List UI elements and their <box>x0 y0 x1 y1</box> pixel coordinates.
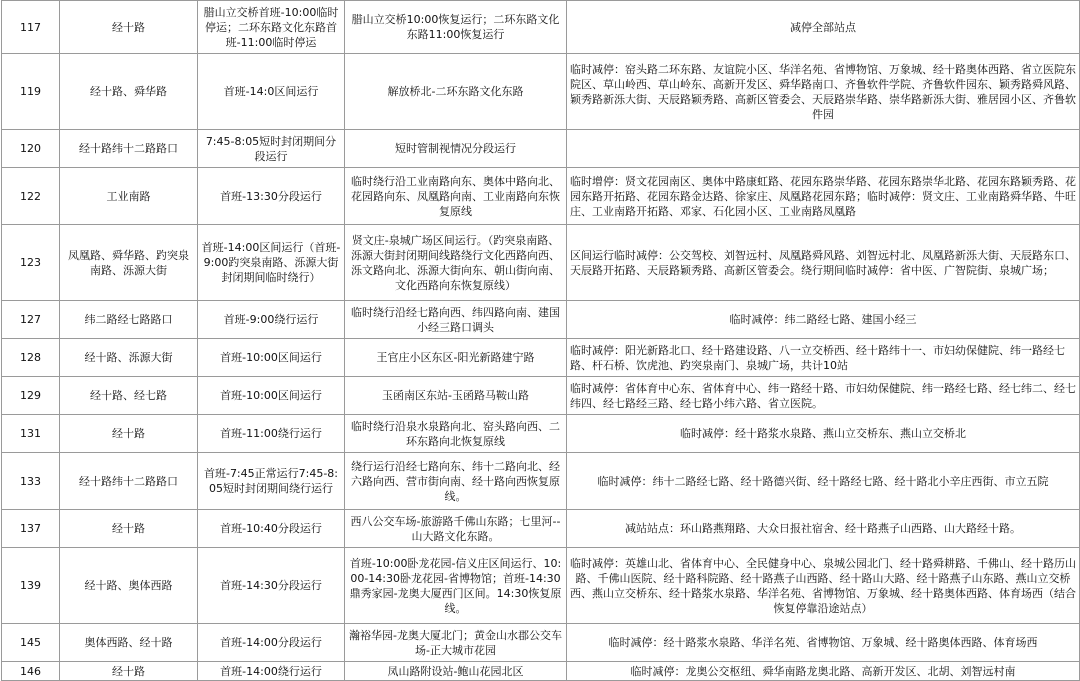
route-arrangement-cell: 瀚裕华园-龙奥大厦北门；黄金山水郡公交车场-正大城市花园 <box>345 624 567 662</box>
stop-changes-cell: 临时减停：经十路浆水泉路、华洋名苑、省博物馆、万象城、经十路奥体西路、体育场西 <box>567 624 1080 662</box>
route-number-cell: 122 <box>2 168 60 225</box>
table-row <box>2 339 1080 377</box>
table-row <box>2 453 1080 510</box>
stop-changes-cell: 减停全部站点 <box>567 1 1080 54</box>
route-arrangement-cell: 临时绕行沿经七路向西、纬四路向南、建国小经三路口调头 <box>345 301 567 339</box>
table-row <box>2 1 1080 54</box>
route-number-cell: 146 <box>2 662 60 681</box>
operation-time-cell: 首班-13:30分段运行 <box>198 168 345 225</box>
road-section-cell: 经十路、奥体西路 <box>60 548 198 624</box>
route-number-cell: 119 <box>2 54 60 130</box>
route-number-cell: 117 <box>2 1 60 54</box>
route-number-cell: 128 <box>2 339 60 377</box>
operation-time-cell: 首班-14:0区间运行 <box>198 54 345 130</box>
operation-time-cell: 首班-14:00区间运行（首班-9:00趵突泉南路、泺源大街封闭期间临时绕行） <box>198 225 345 301</box>
operation-time-cell: 7:45-8:05短时封闭期间分段运行 <box>198 130 345 168</box>
route-number-cell: 133 <box>2 453 60 510</box>
road-section-cell: 经十路 <box>60 1 198 54</box>
route-arrangement-cell: 短时管制视情况分段运行 <box>345 130 567 168</box>
route-arrangement-cell: 临时绕行沿工业南路向东、奥体中路向北、花园路向东、凤凰路向南、工业南路向东恢复原线 <box>345 168 567 225</box>
route-arrangement-cell: 玉函南区东站-玉函路马鞍山路 <box>345 377 567 415</box>
road-section-cell: 经十路纬十二路路口 <box>60 130 198 168</box>
route-arrangement-cell: 王官庄小区东区-阳光新路建宁路 <box>345 339 567 377</box>
road-section-cell: 经十路 <box>60 510 198 548</box>
road-section-cell: 工业南路 <box>60 168 198 225</box>
stop-changes-cell: 区间运行临时减停：公交驾校、刘智远村、凤凰路舜风路、刘智远村北、凤凰路新泺大街、天辰路东口、天辰路开拓路、天辰路颖秀路、高新区管委会。绕行期间临时减停：省中医、广智院街、泉城广场； <box>567 225 1080 301</box>
operation-time-cell: 首班-14:30分段运行 <box>198 548 345 624</box>
road-section-cell: 经十路、经七路 <box>60 377 198 415</box>
road-section-cell: 经十路、舜华路 <box>60 54 198 130</box>
table-row <box>2 415 1080 453</box>
route-arrangement-cell: 临时绕行沿泉水泉路向北、窑头路向西、二环东路向北恢复原线 <box>345 415 567 453</box>
stop-changes-cell: 临时减停：英雄山北、省体育中心、全民健身中心、泉城公园北门、经十路舜耕路、千佛山、经十路历山路、千佛山医院、经十路科院路、经十路燕子山西路、经十路山大路、经十路燕子山东路、燕山立交桥西、燕山立交桥东、经十路浆水泉路、华洋名苑、省博物馆、万象城、经十路奥体西路、体育场西（结合恢复停靠沿途站点） <box>567 548 1080 624</box>
operation-time-cell: 首班-14:00分段运行 <box>198 624 345 662</box>
route-number-cell: 129 <box>2 377 60 415</box>
operation-time-cell: 首班-10:00区间运行 <box>198 339 345 377</box>
operation-time-cell: 首班-14:00绕行运行 <box>198 662 345 681</box>
stop-changes-cell: 临时减停：纬十二路经七路、经十路德兴街、经十路经七路、经十路北小辛庄西街、市立五院 <box>567 453 1080 510</box>
route-number-cell: 137 <box>2 510 60 548</box>
route-number-cell: 120 <box>2 130 60 168</box>
road-section-cell: 纬二路经七路路口 <box>60 301 198 339</box>
stop-changes-cell: 临时减停：纬二路经七路、建国小经三 <box>567 301 1080 339</box>
route-number-cell: 139 <box>2 548 60 624</box>
table-row <box>2 624 1080 662</box>
bus-route-adjustment-table <box>1 0 1080 681</box>
route-number-cell: 145 <box>2 624 60 662</box>
route-arrangement-cell: 首班-10:00卧龙花园-信义庄区间运行、10:00-14:30卧龙花园-省博物馆；首班-14:30鼎秀家园-龙奥大厦西门区间。14:30恢复原线。 <box>345 548 567 624</box>
operation-time-cell: 首班-9:00绕行运行 <box>198 301 345 339</box>
operation-time-cell: 腊山立交桥首班-10:00临时停运；二环东路文化东路首班-11:00临时停运 <box>198 1 345 54</box>
route-arrangement-cell: 西八公交车场-旅游路千佛山东路；七里河--山大路文化东路。 <box>345 510 567 548</box>
stop-changes-cell: 临时减停：经十路浆水泉路、燕山立交桥东、燕山立交桥北 <box>567 415 1080 453</box>
stop-changes-cell: 临时减停：阳光新路北口、经十路建设路、八一立交桥西、经十路纬十一、市妇幼保健院、纬一路经七路、杆石桥、饮虎池、趵突泉南门、泉城广场，共计10站 <box>567 339 1080 377</box>
stop-changes-cell: 临时减停：窑头路二环东路、友谊院小区、华洋名苑、省博物馆、万象城、经十路奥体西路、省立医院东院区、草山岭西、草山岭东、高新开发区、舜华路南口、齐鲁软件学院、齐鲁软件园东、颖秀路舜风路、颖秀路新泺大街、天辰路颖秀路、高新区管委会、天辰路崇华路、崇华路新泺大街、雅居园小区、齐鲁软件园 <box>567 54 1080 130</box>
operation-time-cell: 首班-11:00绕行运行 <box>198 415 345 453</box>
table-row <box>2 548 1080 624</box>
operation-time-cell: 首班-7:45正常运行7:45-8:05短时封闭期间绕行运行 <box>198 453 345 510</box>
stop-changes-cell <box>567 130 1080 168</box>
route-number-cell: 127 <box>2 301 60 339</box>
stop-changes-cell: 临时增停：贤文花园南区、奥体中路康虹路、花园东路崇华路、花园东路崇华北路、花园东路颖秀路、花园东路开拓路、花园东路金达路、徐家庄、凤凰路花园东路；临时减停：贤文庄、工业南路舜华路、牛旺庄、工业南路开拓路、邓家、石化园小区、工业南路凤凰路 <box>567 168 1080 225</box>
table-row <box>2 54 1080 130</box>
road-section-cell: 凤凰路、舜华路、趵突泉南路、泺源大街 <box>60 225 198 301</box>
route-number-cell: 123 <box>2 225 60 301</box>
route-arrangement-cell: 腊山立交桥10:00恢复运行；二环东路文化东路11:00恢复运行 <box>345 1 567 54</box>
table-row <box>2 130 1080 168</box>
table-row <box>2 301 1080 339</box>
route-arrangement-cell: 凤山路附设站-鲍山花园北区 <box>345 662 567 681</box>
road-section-cell: 经十路、泺源大街 <box>60 339 198 377</box>
route-number-cell: 131 <box>2 415 60 453</box>
table-row <box>2 510 1080 548</box>
road-section-cell: 经十路 <box>60 662 198 681</box>
table-row <box>2 225 1080 301</box>
road-section-cell: 经十路纬十二路路口 <box>60 453 198 510</box>
stop-changes-cell: 临时减停：龙奥公交枢纽、舜华南路龙奥北路、高新开发区、北胡、刘智远村南 <box>567 662 1080 681</box>
route-arrangement-cell: 绕行运行沿经七路向东、纬十二路向北、经六路向西、营市街向南、经十路向西恢复原线。 <box>345 453 567 510</box>
road-section-cell: 奥体西路、经十路 <box>60 624 198 662</box>
stop-changes-cell: 临时减停：省体育中心东、省体育中心、纬一路经十路、市妇幼保健院、纬一路经七路、经七纬二、经七纬四、经七路经三路、经七路小纬六路、省立医院。 <box>567 377 1080 415</box>
operation-time-cell: 首班-10:40分段运行 <box>198 510 345 548</box>
stop-changes-cell: 减站站点：环山路燕翔路、大众日报社宿舍、经十路燕子山西路、山大路经十路。 <box>567 510 1080 548</box>
operation-time-cell: 首班-10:00区间运行 <box>198 377 345 415</box>
route-arrangement-cell: 解放桥北-二环东路文化东路 <box>345 54 567 130</box>
table-row <box>2 377 1080 415</box>
road-section-cell: 经十路 <box>60 415 198 453</box>
route-arrangement-cell: 贤文庄-泉城广场区间运行。（趵突泉南路、泺源大街封闭期间线路绕行文化西路向西、泺文路向北、泺源大街向东、朝山街向南、文化西路向东恢复原线） <box>345 225 567 301</box>
table-row <box>2 168 1080 225</box>
